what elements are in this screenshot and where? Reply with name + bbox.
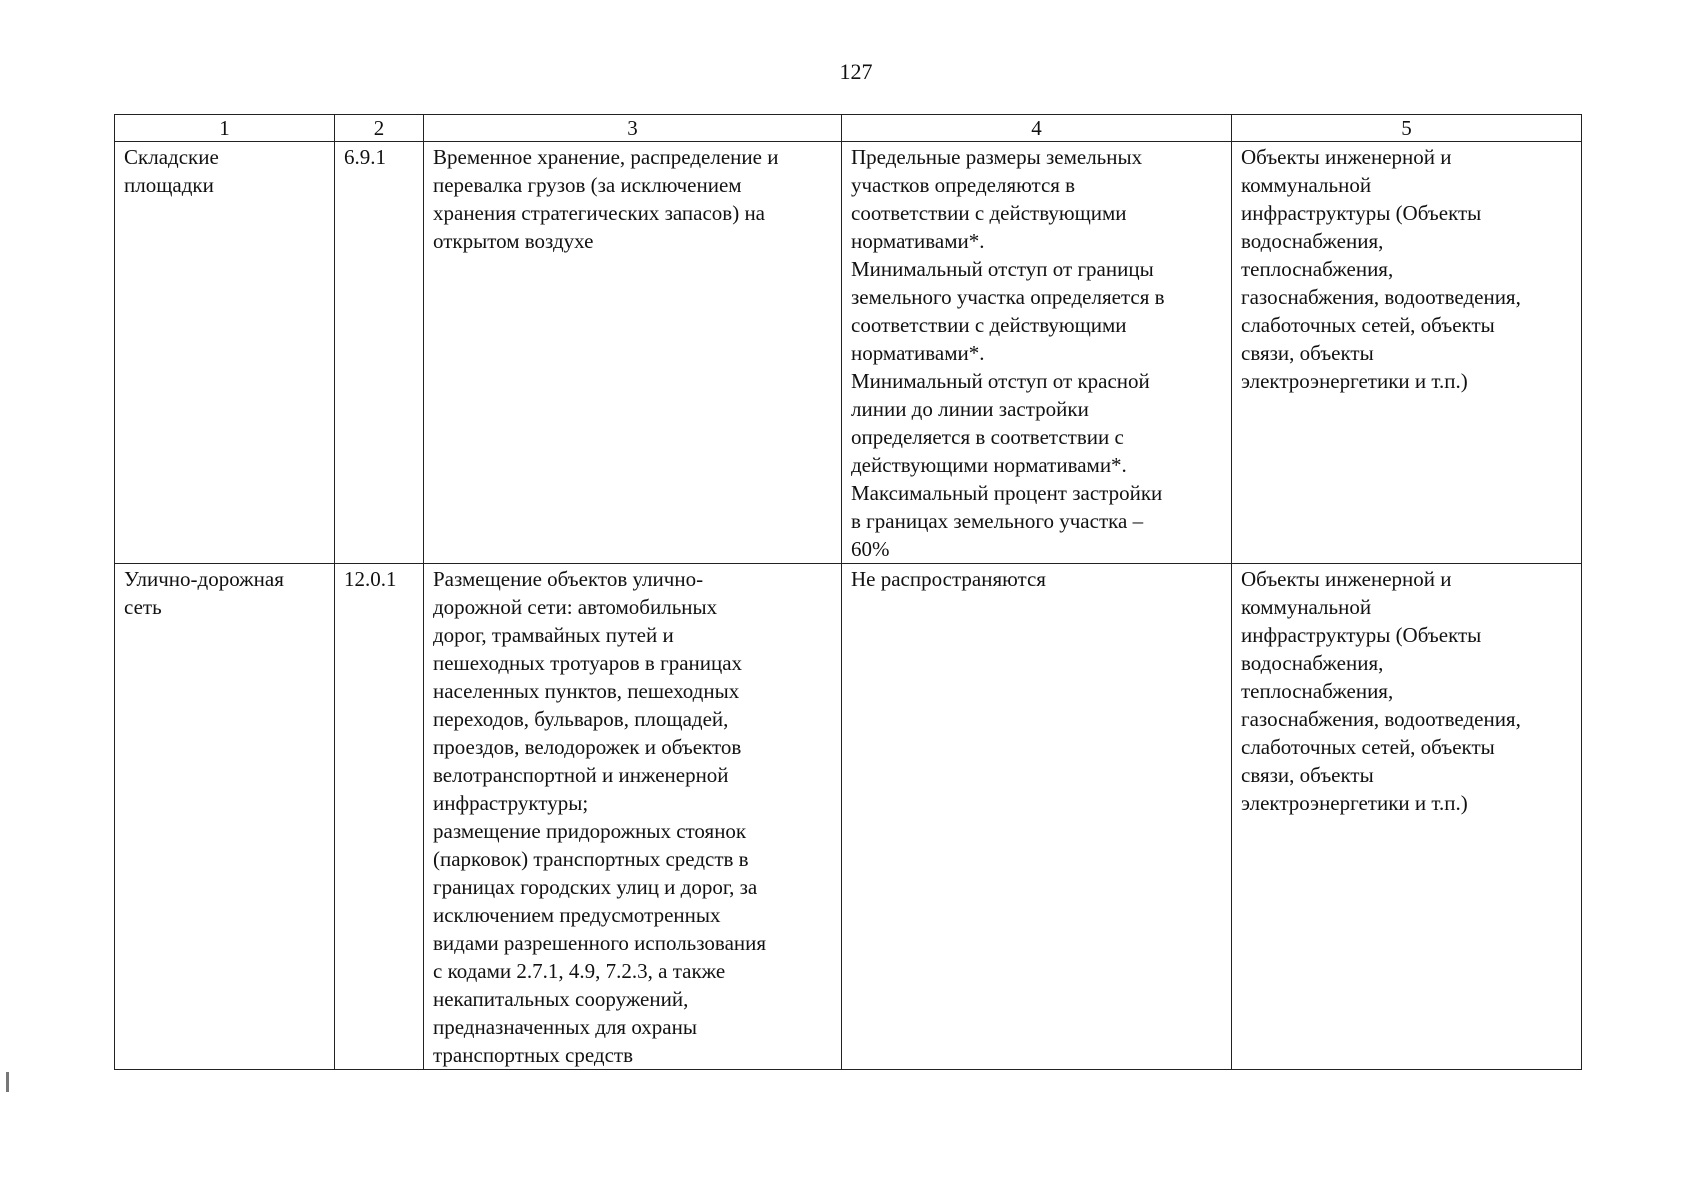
scan-edge-mark [6,1072,9,1092]
column-number: 5 [1232,115,1582,142]
use-type-name: Улично-дорожная сеть [115,564,335,1070]
auxiliary-objects: Объекты инженерной и коммунальной инфраструктуры (Объекты водоснабжения, теплоснабжения, газоснабжения, водоотведения, слаботочных сетей, объекты связи, объекты электроэнергетики и т.п.) [1232,564,1582,1070]
table-row [115,564,1582,1070]
auxiliary-objects: Объекты инженерной и коммунальной инфраструктуры (Объекты водоснабжения, теплоснабжения, газоснабжения, водоотведения, слаботочных сетей, объекты связи, объекты электроэнергетики и т.п.) [1232,142,1582,564]
use-type-description: Временное хранение, распределение и перевалка грузов (за исключением хранения стратегических запасов) на открытом воздухе [424,142,842,564]
use-type-name: Складские площадки [115,142,335,564]
page-number: 127 [839,59,873,84]
table-row [115,142,1582,564]
column-number: 3 [424,115,842,142]
column-number: 1 [115,115,335,142]
use-type-code: 6.9.1 [335,142,424,564]
column-number: 2 [335,115,424,142]
building-parameters: Предельные размеры земельных участков определяются в соответствии с действующими нормативами*. Минимальный отступ от границы земельного участка определяется в соответствии с действующими нормативами*. Минимальный отступ от красной линии до линии застройки определяется в соответствии с действующими нормативами*. Максимальный процент застройки в границах земельного участка – 60% [842,142,1232,564]
building-parameters: Не распространяются [842,564,1232,1070]
use-type-description: Размещение объектов улично- дорожной сети: автомобильных дорог, трамвайных путей и пешеходных тротуаров в границах населенных пунктов, пешеходных переходов, бульваров, площадей, проездов, велодорожек и объектов велотранспортной и инженерной инфраструктуры; размещение придорожных стоянок (парковок) транспортных средств в границах городских улиц и дорог, за исключением предусмотренных видами разрешенного использования с кодами 2.7.1, 4.9, 7.2.3, а также некапитальных сооружений, предназначенных для охраны транспортных средств [424,564,842,1070]
use-type-code: 12.0.1 [335,564,424,1070]
column-number: 4 [842,115,1232,142]
land-use-table [114,114,1582,1070]
column-number-row [115,115,1582,142]
